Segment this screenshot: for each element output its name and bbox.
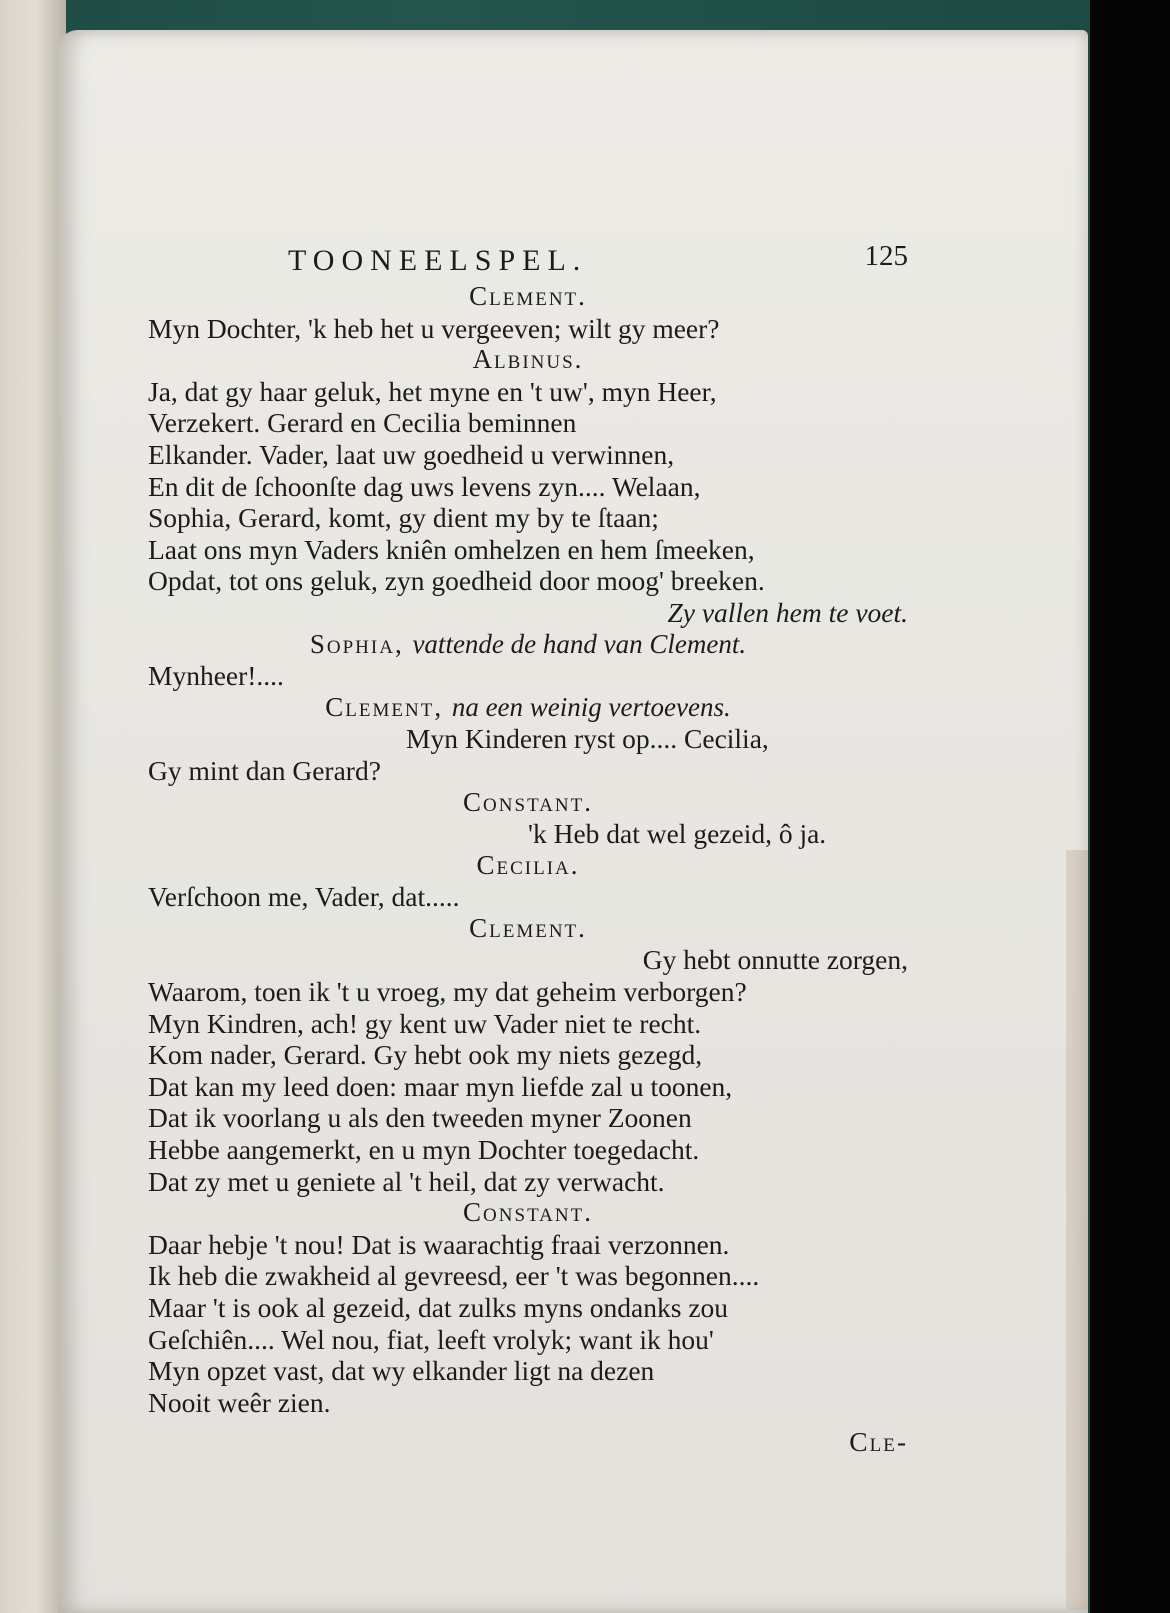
verse-line: Hebbe aangemerkt, en u myn Dochter toegedacht. — [148, 1134, 700, 1166]
speaker-heading: Clement. — [469, 281, 587, 311]
verse-line: Verſchoon me, Vader, dat..... — [148, 881, 460, 913]
speaker-heading: Cecilia. — [476, 849, 580, 880]
verse-line: Waarom, toen ik 't u vroeg, my dat geheim verborgen? — [148, 976, 747, 1008]
speaker-name: Clement, — [325, 691, 444, 722]
stage-direction: Zy vallen hem te voet. — [667, 596, 908, 628]
verse-line: Maar 't is ook al gezeid, dat zulks myns ondanks zou — [148, 1292, 729, 1323]
verse-line: Geſchiên.... Wel nou, fiat, leeft vrolyk; want ik hou' — [148, 1323, 714, 1355]
verse-line: Dat kan my leed doen: maar myn liefde zal u toonen, — [148, 1070, 733, 1102]
stage-direction: vattende de hand van Clement. — [412, 628, 747, 659]
verse-line: 'k Heb dat wel gezeid, ô ja. — [528, 818, 827, 850]
verse-line: Verzekert. Gerard en Cecilia beminnen — [148, 407, 577, 439]
verse-line: Gy mint dan Gerard? — [148, 754, 381, 786]
verse-line: Ik heb die zwakheid al gevreesd, eer 't was begonnen.... — [148, 1260, 760, 1292]
verse-line: Laat ons myn Vaders kniên omhelzen en hem ſmeeken, — [148, 533, 755, 565]
verse-line: Opdat, tot ons geluk, zyn goedheid door moog' breeken. — [148, 565, 765, 597]
speaker-heading: Constant. — [463, 1197, 593, 1228]
speaker-heading: Constant. — [463, 786, 593, 817]
verse-line: Myn Kinderen ryst op.... Cecilia, — [406, 723, 769, 755]
verse-line: Myn Kindren, ach! gy kent uw Vader niet te recht. — [148, 1007, 702, 1039]
stage-direction: na een weinig vertoevens. — [451, 691, 731, 722]
verse-line: Gy hebt onnutte zorgen, — [642, 944, 908, 976]
facing-page-edge — [0, 0, 66, 1613]
verse-line: Daar hebje 't nou! Dat is waarachtig fraai verzonnen. — [148, 1228, 730, 1260]
speaker-heading — [148, 629, 908, 661]
play-text — [148, 281, 908, 1418]
page-text-block — [148, 235, 908, 1458]
verse-line: Myn Dochter, 'k heb het u vergeeven; wilt gy meer? — [148, 312, 720, 344]
verse-line: Myn opzet vast, dat wy elkander ligt na dezen — [148, 1355, 655, 1387]
page-number: 125 — [864, 240, 908, 272]
verse-line: Mynheer!.... — [148, 660, 284, 692]
verse-line: Dat ik voorlang u als den tweeden myner Zoonen — [148, 1102, 692, 1134]
verse-line: En dit de ſchoonſte dag uws levens zyn.... Welaan, — [148, 470, 701, 502]
running-head — [148, 235, 908, 281]
verse-line: Ja, dat gy haar geluk, het myne en 't uw', myn Heer, — [148, 375, 717, 407]
verse-line: Sophia, Gerard, komt, gy dient my by te ſtaan; — [148, 502, 659, 534]
verse-line: Kom nader, Gerard. Gy hebt ook my niets gezegd, — [148, 1039, 703, 1071]
speaker-heading: Clement. — [469, 912, 587, 943]
speaker-heading — [148, 692, 908, 724]
dark-border — [1090, 0, 1170, 1613]
running-title: TOONEELSPEL. — [288, 244, 588, 277]
book-page — [58, 30, 1088, 1613]
catchword: Cle- — [849, 1426, 908, 1458]
verse-line: Dat zy met u geniete al 't heil, dat zy verwacht. — [148, 1165, 665, 1197]
speaker-name: Sophia, — [309, 628, 404, 659]
verse-line: Nooit weêr zien. — [148, 1386, 331, 1418]
verse-line: Elkander. Vader, laat uw goedheid u verwinnen, — [148, 438, 675, 470]
speaker-heading: Albinus. — [472, 344, 584, 375]
